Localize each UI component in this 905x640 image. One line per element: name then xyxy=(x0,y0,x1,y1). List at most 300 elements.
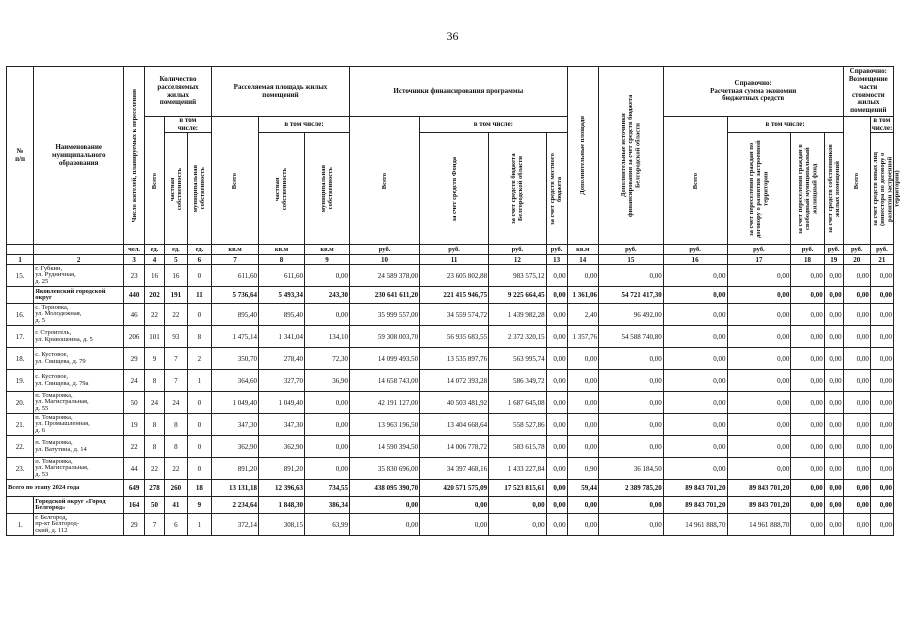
count-cell: 44 xyxy=(124,458,145,480)
value-cell: 1 361,06 xyxy=(567,287,598,304)
value-cell: 0,00 xyxy=(663,414,727,436)
table-row xyxy=(7,370,894,392)
subtotal-row xyxy=(7,287,894,304)
value-cell: 0,00 xyxy=(791,436,824,458)
row-number: 16. xyxy=(7,304,34,326)
value-cell: 0,00 xyxy=(489,497,547,514)
header-area-private: частная собственность xyxy=(274,167,289,210)
resettlement-finance-table xyxy=(6,66,901,536)
count-cell: 1 xyxy=(187,370,211,392)
subtotal-row xyxy=(7,497,894,514)
column-number-cell: 17 xyxy=(727,255,791,265)
count-cell: 7 xyxy=(164,370,187,392)
value-cell: 0,00 xyxy=(870,497,893,514)
value-cell: 23 605 802,88 xyxy=(420,265,489,287)
value-cell: 0,00 xyxy=(598,392,663,414)
value-cell: 0,00 xyxy=(305,436,350,458)
value-cell: 34 559 574,72 xyxy=(420,304,489,326)
row-number: 19. xyxy=(7,370,34,392)
value-cell: 0,00 xyxy=(546,265,567,287)
row-name: п. Томаровка, ул. Магистральная, д. 53 xyxy=(34,458,124,480)
count-cell: 22 xyxy=(145,304,165,326)
row-name: Городской округ «Город Белгород» xyxy=(34,497,124,514)
count-cell: 8 xyxy=(145,414,165,436)
value-cell: 1 341,04 xyxy=(259,326,305,348)
value-cell: 0,00 xyxy=(305,304,350,326)
value-cell: 0,00 xyxy=(567,497,598,514)
value-cell: 0,00 xyxy=(791,514,824,536)
column-number-cell: 18 xyxy=(791,255,824,265)
table-row xyxy=(7,304,894,326)
value-cell: 54 588 740,80 xyxy=(598,326,663,348)
column-number-cell: 12 xyxy=(489,255,547,265)
count-cell: 202 xyxy=(145,287,165,304)
count-cell: 11 xyxy=(187,287,211,304)
table-row xyxy=(7,326,894,348)
row-name: г. Белгород, пр-кт Белгород- ский, д. 112 xyxy=(34,514,124,536)
count-cell: 6 xyxy=(164,514,187,536)
value-cell: 0,00 xyxy=(567,392,598,414)
count-cell: 649 xyxy=(124,480,145,497)
value-cell: 0,00 xyxy=(843,458,870,480)
count-cell: 0 xyxy=(187,265,211,287)
header-rooms-private: частная собственность xyxy=(168,167,183,210)
value-cell: 350,70 xyxy=(211,348,258,370)
value-cell: 59,44 xyxy=(567,480,598,497)
value-cell: 0,00 xyxy=(420,497,489,514)
value-cell: 0,00 xyxy=(663,326,727,348)
header-fin-incl: в том числе: xyxy=(420,117,567,133)
count-cell: 22 xyxy=(124,436,145,458)
value-cell: 0,00 xyxy=(546,370,567,392)
value-cell: 54 721 417,30 xyxy=(598,287,663,304)
value-cell: 0,00 xyxy=(350,514,420,536)
value-cell: 0,00 xyxy=(843,304,870,326)
unit-cell: руб. xyxy=(598,245,663,255)
count-cell: 8 xyxy=(187,326,211,348)
value-cell: 0,00 xyxy=(546,414,567,436)
value-cell: 0,00 xyxy=(843,497,870,514)
value-cell: 0,00 xyxy=(870,265,893,287)
count-cell: 8 xyxy=(164,436,187,458)
table-row xyxy=(7,392,894,414)
count-cell: 29 xyxy=(124,348,145,370)
value-cell: 327,70 xyxy=(259,370,305,392)
value-cell: 0,00 xyxy=(791,392,824,414)
value-cell: 386,34 xyxy=(305,497,350,514)
header-ref-own: за счет средств собственников жилых помещений xyxy=(826,144,841,234)
value-cell: 1 687 645,08 xyxy=(489,392,547,414)
total-label: Всего по этапу 2024 года xyxy=(7,480,124,497)
value-cell: 0,00 xyxy=(567,348,598,370)
table-row xyxy=(7,436,894,458)
value-cell: 36 184,50 xyxy=(598,458,663,480)
value-cell: 0,00 xyxy=(598,414,663,436)
value-cell: 0,00 xyxy=(663,392,727,414)
header-ref-total: Всего xyxy=(853,172,861,189)
count-cell: 0 xyxy=(187,436,211,458)
header-finance-group: Источники финансирования программы xyxy=(350,67,568,117)
value-cell: 0,00 xyxy=(663,265,727,287)
value-cell: 0,00 xyxy=(870,458,893,480)
value-cell: 0,00 xyxy=(567,514,598,536)
value-cell: 372,14 xyxy=(211,514,258,536)
value-cell: 72,30 xyxy=(305,348,350,370)
header-sav-free: за счет переселения граждан в свободный муниципальный жилищный фонд xyxy=(796,143,819,234)
value-cell: 0,00 xyxy=(824,392,843,414)
value-cell: 89 843 701,20 xyxy=(663,480,727,497)
value-cell: 0,00 xyxy=(824,514,843,536)
value-cell: 0,00 xyxy=(546,304,567,326)
value-cell: 0,00 xyxy=(791,304,824,326)
column-number-cell: 16 xyxy=(663,255,727,265)
count-cell: 93 xyxy=(164,326,187,348)
value-cell: 0,00 xyxy=(843,370,870,392)
value-cell: 0,00 xyxy=(870,436,893,458)
column-number-cell: 21 xyxy=(870,255,893,265)
value-cell: 0,00 xyxy=(824,265,843,287)
count-cell: 164 xyxy=(124,497,145,514)
value-cell: 0,00 xyxy=(420,514,489,536)
value-cell: 891,20 xyxy=(259,458,305,480)
row-number xyxy=(7,287,34,304)
value-cell: 0,00 xyxy=(791,497,824,514)
value-cell: 586 349,72 xyxy=(489,370,547,392)
value-cell: 0,00 xyxy=(305,265,350,287)
value-cell: 0,00 xyxy=(546,436,567,458)
unit-cell: руб. xyxy=(420,245,489,255)
value-cell: 13 131,18 xyxy=(211,480,258,497)
value-cell: 0,00 xyxy=(727,326,791,348)
value-cell: 0,00 xyxy=(567,414,598,436)
value-cell: 0,00 xyxy=(546,348,567,370)
count-cell: 9 xyxy=(145,348,165,370)
count-cell: 24 xyxy=(124,370,145,392)
value-cell: 13 535 897,76 xyxy=(420,348,489,370)
value-cell: 0,00 xyxy=(663,287,727,304)
value-cell: 17 523 815,61 xyxy=(489,480,547,497)
value-cell: 24 589 378,00 xyxy=(350,265,420,287)
value-cell: 9 225 664,45 xyxy=(489,287,547,304)
row-number: 15. xyxy=(7,265,34,287)
count-cell: 50 xyxy=(124,392,145,414)
header-ref-refund: Справочно: Возмещение части стоимости жилых помещений xyxy=(843,67,893,117)
count-cell: 18 xyxy=(187,480,211,497)
column-number-cell: 11 xyxy=(420,255,489,265)
value-cell: 34 397 468,16 xyxy=(420,458,489,480)
row-name: п. Томаровка, ул. Магистральная, д. 55 xyxy=(34,392,124,414)
value-cell: 1 475,14 xyxy=(211,326,258,348)
count-cell: 440 xyxy=(124,287,145,304)
value-cell: 2 234,64 xyxy=(211,497,258,514)
unit-cell: руб. xyxy=(824,245,843,255)
unit-cell: руб. xyxy=(727,245,791,255)
value-cell: 14 072 393,28 xyxy=(420,370,489,392)
value-cell: 1 049,40 xyxy=(211,392,258,414)
value-cell: 0,00 xyxy=(727,458,791,480)
value-cell: 96 492,00 xyxy=(598,304,663,326)
column-number-cell: 15 xyxy=(598,255,663,265)
value-cell: 362,90 xyxy=(259,436,305,458)
count-cell: 24 xyxy=(164,392,187,414)
value-cell: 0,00 xyxy=(546,458,567,480)
row-name: г. Губкин, ул. Рудничная, д. 25 xyxy=(34,265,124,287)
value-cell: 0,00 xyxy=(546,287,567,304)
header-sav-total: Всего xyxy=(691,172,699,189)
count-cell: 22 xyxy=(164,304,187,326)
unit-cell: ед. xyxy=(164,245,187,255)
value-cell: 0,00 xyxy=(546,392,567,414)
column-numbers-row xyxy=(7,255,894,265)
value-cell: 0,00 xyxy=(843,436,870,458)
row-name: п. Томаровка, ул. Промышленная, д. 6 xyxy=(34,414,124,436)
row-number: 1. xyxy=(7,514,34,536)
header-extra-area: Дополнительные площади xyxy=(579,116,587,196)
unit-cell: кв.м xyxy=(305,245,350,255)
value-cell: 89 843 701,20 xyxy=(727,480,791,497)
value-cell: 0,00 xyxy=(305,414,350,436)
table-row xyxy=(7,348,894,370)
count-cell: 206 xyxy=(124,326,145,348)
unit-cell: кв.м xyxy=(211,245,258,255)
column-number-cell: 1 xyxy=(7,255,34,265)
value-cell: 89 843 701,20 xyxy=(727,497,791,514)
column-number-cell: 14 xyxy=(567,255,598,265)
value-cell: 14 590 394,50 xyxy=(350,436,420,458)
header-ref-other: за счет средств иных лиц (инвестора по договору о развитии застроенной территории) xyxy=(871,151,901,226)
header-area-incl: в том числе: xyxy=(259,117,350,133)
value-cell: 0,00 xyxy=(870,326,893,348)
count-cell: 24 xyxy=(145,392,165,414)
value-cell: 14 961 888,70 xyxy=(727,514,791,536)
value-cell: 0,00 xyxy=(870,480,893,497)
value-cell: 278,40 xyxy=(259,348,305,370)
value-cell: 2,40 xyxy=(567,304,598,326)
value-cell: 0,00 xyxy=(870,348,893,370)
value-cell: 0,00 xyxy=(791,414,824,436)
value-cell: 0,00 xyxy=(843,348,870,370)
value-cell: 308,15 xyxy=(259,514,305,536)
row-name: с. Терновка, ул. Молодежная, д. 5 xyxy=(34,304,124,326)
value-cell: 0,00 xyxy=(598,265,663,287)
value-cell: 0,00 xyxy=(598,348,663,370)
value-cell: 0,00 xyxy=(843,392,870,414)
count-cell: 9 xyxy=(187,497,211,514)
value-cell: 1 848,30 xyxy=(259,497,305,514)
header-ref-savings: Справочно: Расчетная сумма экономии бюджетных средств xyxy=(663,67,843,117)
value-cell: 0,00 xyxy=(546,497,567,514)
unit-cell: кв.м xyxy=(567,245,598,255)
count-cell: 7 xyxy=(145,514,165,536)
value-cell: 563 995,74 xyxy=(489,348,547,370)
value-cell: 13 963 196,50 xyxy=(350,414,420,436)
count-cell: 260 xyxy=(164,480,187,497)
value-cell: 0,00 xyxy=(791,348,824,370)
column-number-cell: 8 xyxy=(259,255,305,265)
unit-cell: руб. xyxy=(791,245,824,255)
value-cell: 1 357,76 xyxy=(567,326,598,348)
value-cell: 0,00 xyxy=(727,370,791,392)
page-number: 36 xyxy=(446,29,459,43)
count-cell: 22 xyxy=(145,458,165,480)
row-number: 20. xyxy=(7,392,34,414)
unit-cell: руб. xyxy=(843,245,870,255)
value-cell: 5 736,64 xyxy=(211,287,258,304)
value-cell: 1 433 227,84 xyxy=(489,458,547,480)
value-cell: 0,00 xyxy=(546,480,567,497)
header-rooms-total: Всего xyxy=(150,172,158,189)
row-name: п. Томаровка, ул. Ватутина, д. 14 xyxy=(34,436,124,458)
count-cell: 278 xyxy=(145,480,165,497)
header-rooms-incl: в том числе: xyxy=(164,117,211,133)
unit-cell: ед. xyxy=(145,245,165,255)
header-rooms-group: Количество расселяемых жилых помещений xyxy=(145,67,212,117)
row-number xyxy=(7,497,34,514)
count-cell: 8 xyxy=(145,370,165,392)
count-cell: 8 xyxy=(164,414,187,436)
unit-cell: чел. xyxy=(124,245,145,255)
value-cell: 40 503 481,92 xyxy=(420,392,489,414)
value-cell: 0,00 xyxy=(567,436,598,458)
value-cell: 42 191 127,00 xyxy=(350,392,420,414)
value-cell: 63,99 xyxy=(305,514,350,536)
unit-cell: кв.м xyxy=(259,245,305,255)
unit-cell xyxy=(7,245,34,255)
value-cell: 364,60 xyxy=(211,370,258,392)
count-cell: 0 xyxy=(187,304,211,326)
value-cell: 0,00 xyxy=(727,392,791,414)
count-cell: 101 xyxy=(145,326,165,348)
header-fin-total: Всего xyxy=(380,172,388,189)
value-cell: 0,00 xyxy=(824,326,843,348)
header-ref-incl: в том числе: xyxy=(871,116,893,132)
value-cell: 895,40 xyxy=(211,304,258,326)
value-cell: 14 006 778,72 xyxy=(420,436,489,458)
column-number-cell: 6 xyxy=(187,255,211,265)
header-extra-sources: Дополнительные источники финансирования за счет средств бюджета Белгородской области xyxy=(620,94,642,217)
value-cell: 0,00 xyxy=(489,514,547,536)
count-cell: 2 xyxy=(187,348,211,370)
value-cell: 12 396,63 xyxy=(259,480,305,497)
header-sav-incl: в том числе: xyxy=(727,117,843,133)
value-cell: 0,00 xyxy=(843,265,870,287)
value-cell: 0,00 xyxy=(663,436,727,458)
count-cell: 50 xyxy=(145,497,165,514)
count-cell: 29 xyxy=(124,514,145,536)
value-cell: 734,55 xyxy=(305,480,350,497)
value-cell: 35 999 557,00 xyxy=(350,304,420,326)
count-cell: 41 xyxy=(164,497,187,514)
header-area-municipal: муниципальная собственность xyxy=(319,165,335,213)
count-cell: 16 xyxy=(164,265,187,287)
value-cell: 0,00 xyxy=(824,480,843,497)
value-cell: 0,00 xyxy=(598,497,663,514)
value-cell: 347,30 xyxy=(259,414,305,436)
value-cell: 0,00 xyxy=(870,514,893,536)
count-cell: 46 xyxy=(124,304,145,326)
value-cell: 583 615,78 xyxy=(489,436,547,458)
row-name: с. Кустовое, ул. Свищева, д. 79а xyxy=(34,370,124,392)
value-cell: 0,00 xyxy=(727,287,791,304)
value-cell: 0,00 xyxy=(870,392,893,414)
count-cell: 16 xyxy=(145,265,165,287)
unit-cell xyxy=(34,245,124,255)
header-rooms-municipal: муниципальная собственность xyxy=(192,165,207,213)
value-cell: 0,00 xyxy=(598,370,663,392)
value-cell: 5 493,34 xyxy=(259,287,305,304)
value-cell: 1 439 982,28 xyxy=(489,304,547,326)
header-fund: за счет средств Фонда xyxy=(450,156,458,222)
value-cell: 0,00 xyxy=(546,326,567,348)
header-area-total: Всего xyxy=(231,172,239,189)
value-cell: 611,60 xyxy=(211,265,258,287)
value-cell: 0,00 xyxy=(824,348,843,370)
value-cell: 0,00 xyxy=(663,370,727,392)
column-number-cell: 19 xyxy=(824,255,843,265)
value-cell: 0,00 xyxy=(870,414,893,436)
value-cell: 0,00 xyxy=(305,392,350,414)
row-number: 23. xyxy=(7,458,34,480)
value-cell: 0,00 xyxy=(663,458,727,480)
column-number-cell: 13 xyxy=(546,255,567,265)
value-cell: 0,00 xyxy=(567,370,598,392)
value-cell: 221 415 946,75 xyxy=(420,287,489,304)
column-number-cell: 7 xyxy=(211,255,258,265)
count-cell: 0 xyxy=(187,392,211,414)
count-cell: 8 xyxy=(145,436,165,458)
value-cell: 420 571 575,09 xyxy=(420,480,489,497)
value-cell: 0,00 xyxy=(727,414,791,436)
header-no: № п/п xyxy=(7,67,34,245)
row-number: 22. xyxy=(7,436,34,458)
value-cell: 0,90 xyxy=(567,458,598,480)
count-cell: 7 xyxy=(164,348,187,370)
column-number-cell: 3 xyxy=(124,255,145,265)
count-cell: 0 xyxy=(187,458,211,480)
value-cell: 0,00 xyxy=(791,370,824,392)
count-cell: 191 xyxy=(164,287,187,304)
value-cell: 89 843 701,20 xyxy=(663,497,727,514)
value-cell: 0,00 xyxy=(598,436,663,458)
value-cell: 0,00 xyxy=(870,304,893,326)
units-row xyxy=(7,245,894,255)
value-cell: 0,00 xyxy=(791,480,824,497)
value-cell: 0,00 xyxy=(843,480,870,497)
row-name: г. Строитель, ул. Кривошеина, д. 5 xyxy=(34,326,124,348)
value-cell: 438 095 390,70 xyxy=(350,480,420,497)
count-cell: 1 xyxy=(187,514,211,536)
count-cell: 23 xyxy=(124,265,145,287)
value-cell: 230 641 611,20 xyxy=(350,287,420,304)
value-cell: 36,90 xyxy=(305,370,350,392)
unit-cell: ед. xyxy=(187,245,211,255)
value-cell: 0,00 xyxy=(824,414,843,436)
value-cell: 0,00 xyxy=(727,436,791,458)
unit-cell: руб. xyxy=(663,245,727,255)
value-cell: 0,00 xyxy=(843,414,870,436)
value-cell: 0,00 xyxy=(870,370,893,392)
count-cell: 22 xyxy=(164,458,187,480)
count-cell: 19 xyxy=(124,414,145,436)
header-name: Наименование муниципального образования xyxy=(34,67,124,245)
unit-cell: руб. xyxy=(870,245,893,255)
value-cell: 14 961 888,70 xyxy=(663,514,727,536)
header-residents: Число жителей, планируемых к переселению xyxy=(130,88,138,223)
row-name: Яковлевский городской округ xyxy=(34,287,124,304)
value-cell: 0,00 xyxy=(663,348,727,370)
unit-cell: руб. xyxy=(546,245,567,255)
header-area-group: Расселяемая площадь жилых помещений xyxy=(211,67,349,117)
